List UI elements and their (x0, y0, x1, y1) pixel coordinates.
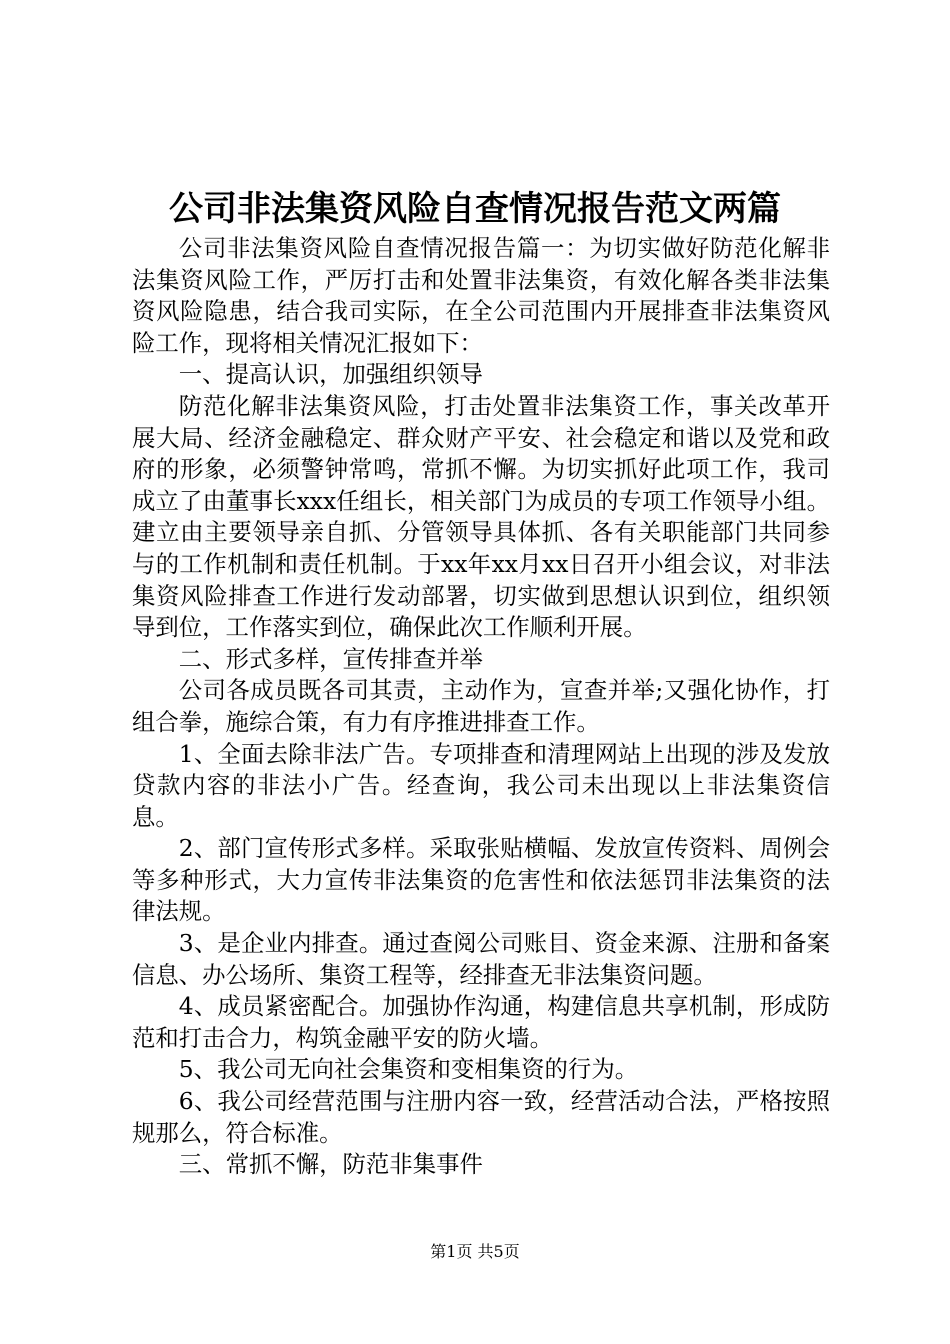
list-item: 1、全面去除非法广告。专项排查和清理网站上出现的涉及发放贷款内容的非法小广告。经查询，我公司未出现以上非法集资信息。 (132, 739, 830, 831)
list-item: 4、成员紧密配合。加强协作沟通，构建信息共享机制，形成防范和打击合力，构筑金融平安的防火墙。 (132, 992, 830, 1052)
document-body (132, 233, 830, 1181)
list-item: 5、我公司无向社会集资和变相集资的行为。 (178, 1055, 639, 1084)
paragraph-intro: 公司非法集资风险自查情况报告篇一：为切实做好防范化解非法集资风险工作，严厉打击和处置非法集资，有效化解各类非法集资风险隐患，结合我司实际，在全公司范围内开展排查非法集资风险工作，现将相关情况汇报如下： (132, 234, 830, 357)
section-heading-2: 二、形式多样，宣传排查并举 (178, 644, 483, 673)
list-item: 2、部门宣传形式多样。采取张贴横幅、发放宣传资料、周例会等多种形式，大力宣传非法集资的危害性和依法惩罚非法集资的法律法规。 (132, 834, 830, 926)
list-item: 6、我公司经营范围与注册内容一致，经营活动合法，严格按照规那么，符合标准。 (132, 1087, 830, 1147)
paragraph: 公司各成员既各司其责，主动作为，宣查并举;又强化协作，打组合拳，施综合策，有力有序推进排查工作。 (132, 676, 830, 736)
paragraph: 防范化解非法集资风险，打击处置非法集资工作，事关改革开展大局、经济金融稳定、群众财产平安、社会稳定和谐以及党和政府的形象，必须警钟常鸣，常抓不懈。为切实抓好此项工作，我司成立了由董事长xxx任组长，相关部门为成员的专项工作领导小组。建立由主要领导亲自抓、分管领导具体抓、各有关职能部门共同参与的工作机制和责任机制。于xx年xx月xx日召开小组会议，对非法集资风险排查工作进行发动部署，切实做到思想认识到位，组织领导到位，工作落实到位，确保此次工作顺利开展。 (132, 391, 830, 642)
page-footer: 第1页 共5页 (430, 1242, 520, 1261)
section-heading-3: 三、常抓不懈，防范非集事件 (178, 1150, 483, 1179)
list-item: 3、是企业内排查。通过查阅公司账目、资金来源、注册和备案信息、办公场所、集资工程等，经排查无非法集资问题。 (132, 929, 830, 989)
document-title: 公司非法集资风险自查情况报告范文两篇 (169, 189, 781, 229)
section-heading-1: 一、提高认识，加强组织领导 (178, 360, 483, 389)
